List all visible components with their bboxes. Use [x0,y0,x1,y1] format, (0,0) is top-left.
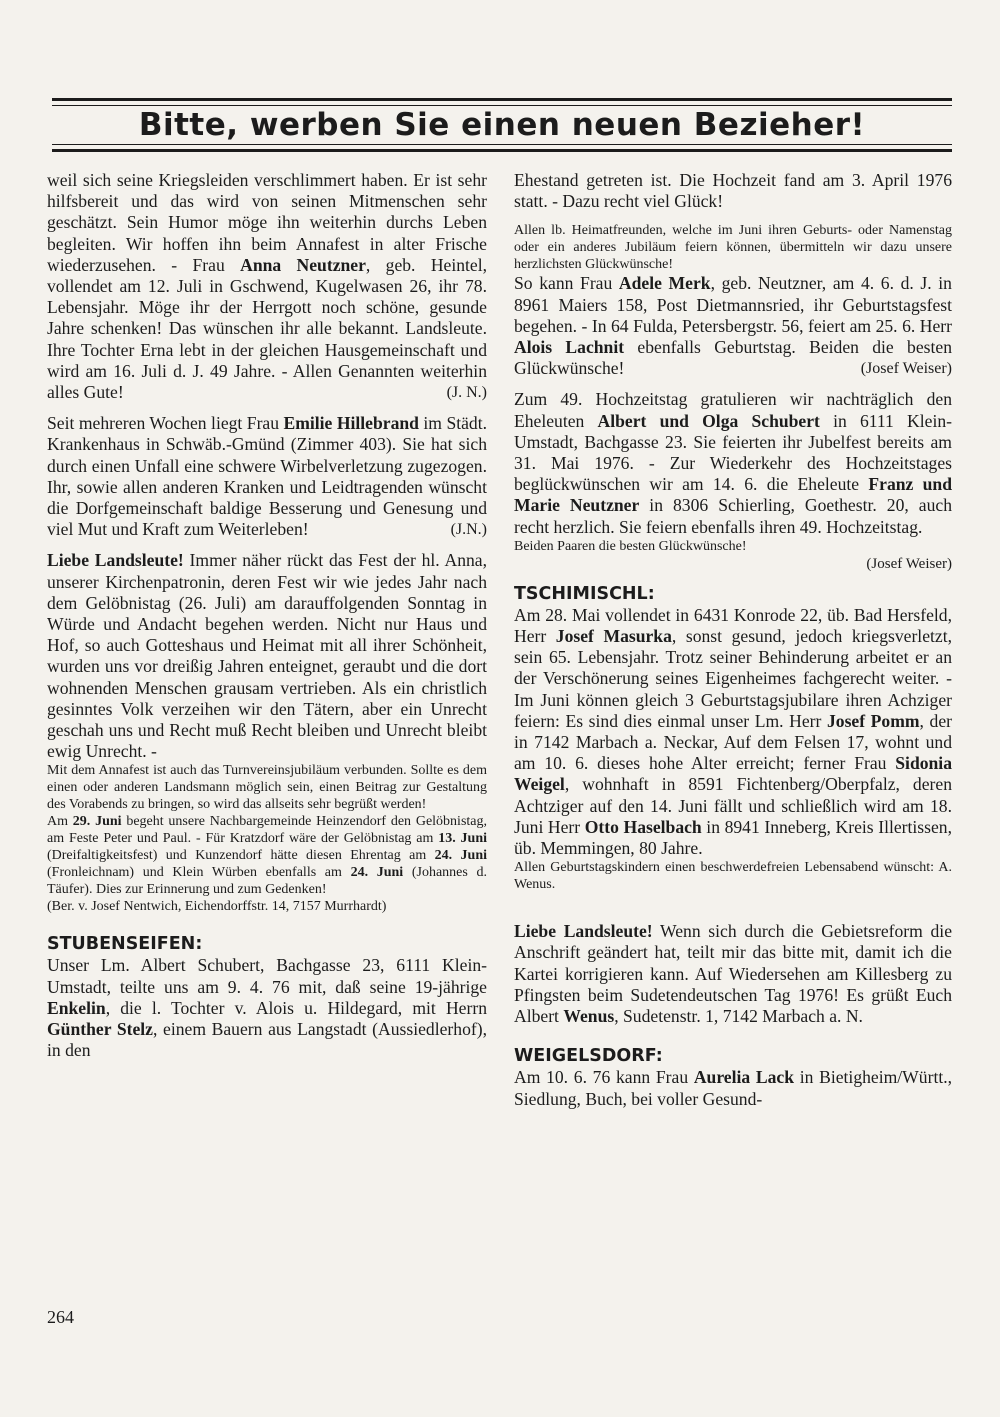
text: ebenfalls Geburtstag. Beiden die besten Glückwünsche! [514,337,952,379]
greeting: Liebe Landsleute! [514,921,653,942]
article-gebietsreform [514,921,952,1027]
article-geloebnistag [47,813,487,898]
text: in 8941 Inneberg, Kreis Illertissen, üb. Memmingen, 80 Jahre. [514,816,952,859]
text: , wohnhaft in 8591 Fichtenberg/Oberpfalz, deren Achtziger auf den 14. Juni fällt und schließlich wird am 18. Juni Herr [514,774,952,837]
text: weil sich seine Kriegsleiden verschlimmert haben. Er ist sehr hilfsbereit und das wird von seinen Mitmenschen sehr geschätzt. Sein Humor möge ihn weiterhin durchs Leben begleiten. Wir hoffen ihn beim Annafest in alter Frische wiederzusehen. - Frau [47,170,487,275]
text: Immer näher rückt das Fest der hl. Anna, unserer Kirchenpatronin, deren Fest wir wie jedes Jahr nach dem Gelöbnistag (26. Juli) am darauffolgenden Sonntag in Würde und Andacht begehen werden. Nicht nur Haus und Hof, so auch Gotteshaus und Heimat mit all ihrer Schönheit, wurden uns vor dreißig Jahren enteignet, geraubt und die dort wohnenden Menschen grausam vertrieben. Als ein christlich gesinntes Volk verzeihen wir den Tätern, aber ein Unrecht geschah uns und Recht muß Recht bleiben und Unrecht bleibt ewig Unrecht. - [47,550,487,762]
person-name: Alois Lachnit [514,337,625,358]
person-name: Josef Masurka [555,626,672,647]
article-lack [514,1067,952,1109]
text: , der in 7142 Marbach a. Neckar, Auf dem Felsen 17, wohnt und am 10. 6. dieses hohe Alter erreicht; ferner Frau [514,710,952,774]
person-name: Otto Haselbach [584,816,702,837]
article-paare: Beiden Paaren die besten Glückwünsche! [514,538,747,554]
signature: (J. N.) [446,384,487,402]
text: , geb. Neutzner, am 4. 6. d. J. in 8961 Maiers 158, Post Dietmannsried, ihr Geburtstagsfest begehen. - In 64 Fulda, Petersbergstr. 56, feiert am 25. 6. Herr [514,273,952,336]
text: (Dreifaltigkeitsfest) und Kunzendorf hätte diesen Ehrentag am [47,848,435,864]
article-source: (Ber. v. Josef Nentwich, Eichendorffstr. 14, 7157 Murrhardt) [47,899,387,915]
date: 29. Juni [72,814,122,830]
article-neutzner [47,170,487,403]
text: (Johannes d. Täufer). Dies zur Erinnerung und zum Gedenken! [47,865,487,898]
person-name: Emilie Hillebrand [283,413,419,434]
date: 24. Juni [350,865,404,881]
article-merk-lachnit [514,273,952,379]
signature: (Josef Weiser) [866,555,952,572]
person-name: Anna Neutzner [240,254,366,275]
text: im Städt. Krankenhaus in Schwäb.-Gmünd (Zimmer 403). Sie hat sich durch einen Unfall eine schwere Wirbelverletzung zugezogen. Ihr, sowie allen anderen Kranken und Leidtragenden wünscht die Dorfgemeinschaft baldige Besserung und Genesung und viel Mut und Kraft zum Weiterleben! [47,413,488,540]
text: Am [47,814,73,830]
heading-weigelsdorf: WEIGELSDORF: [514,1046,663,1067]
article-turnverein: Mit dem Annafest ist auch das Turnvereinsjubiläum verbunden. Sollte es dem einen oder anderen Landsmann möglich sein, einen Beitrag zur Gestaltung des Vorabends zu bringen, so wird das allseits sehr begrüßt werden! [47,763,487,813]
text: , die l. Tochter v. Alois u. Hildegard, mit Herrn [105,997,487,1018]
article-glueckwuensche: Allen lb. Heimatfreunden, welche im Juni ihren Geburts- oder Namenstag oder ein anderes Jubiläum feiern können, übermitteln wir dazu unsere herzlichsten Glückwünsche! [514,223,952,273]
article-wenus-wish: Allen Geburtstagskindern einen beschwerdefreien Lebensabend wünscht: A. Wenus. [514,860,952,893]
article-hochzeit: Ehestand getreten ist. Die Hochzeit fand am 3. April 1976 statt. - Dazu recht viel Glück! [514,170,952,212]
article-masurka [514,605,952,859]
text: in 6111 Klein-Umstadt, Bachgasse 23. Sie feierten ihr Jubelfest bereits am 31. Mai 1976. - Zur Wiederkehr des Hochzeitstages beglückwünschen wir am 14. 6. die Eheleute [514,410,952,495]
text: , sonst gesund, jedoch kriegsverletzt, sein 65. Lebensjahr. Trotz seiner Behinderung arbeitet er an der Verschönerung seines Eigenheimes fachgerecht weiter. - Im Juni können gleich 3 Geburtstagsjubilare ihren Achziger feiern: Es sind dies einmal unser Lm. Herr [514,626,952,731]
text: Am 10. 6. 76 kann Frau [514,1067,694,1088]
article-annafest [47,550,487,762]
person-name: Sidonia Weigel [514,753,952,795]
text: , geb. Heintel, vollendet am 12. Juli in Gschwend, Kugelwasen 26, ihr 78. Lebensjahr. Möge ihr der Herrgott noch schöne, gesunde Jahre schenken! Das wünschen ihr alle bekannt. Landsleute. Ihre Tochter Erna lebt in der gleichen Hausgemeinschaft und wird am 16. Juli d. J. 49 Jahre. - Allen Genannten weiterhin alles Gute! [47,254,487,403]
signature: (Josef Weiser) [860,360,952,378]
date: 13. Juni [438,831,488,847]
text: Am 28. Mai vollendet in 6431 Konrode 22, üb. Bad Hersfeld, Herr [514,604,952,647]
person-name: Aurelia Lack [693,1067,795,1088]
article-hillebrand [47,413,487,540]
text: Zum 49. Hochzeitstag gratulieren wir nachträglich den Eheleuten [514,389,952,431]
person-name: Günther Stelz [47,1019,153,1040]
text: begeht unsere Nachbargemeinde Heinzendorf den Gelöbnistag, am Feste Peter und Paul. - Für Kratzdorf wäre der Gelöbnistag am [47,814,487,847]
text: Wenn sich durch die Gebietsreform die Anschrift geändert hat, teilt mir das bitte mit, damit ich die Kartei korrigieren kann. Auf Wiedersehen am Killesberg zu Pfingsten beim Sudetendeutschen Tag 1976! Es grüßt Euch Albert [514,921,953,1027]
signature: (J.N.) [450,521,487,539]
article-schubert-enkelin [47,955,487,1061]
right-column [514,170,952,1110]
text: Unser Lm. Albert Schubert, Bachgasse 23, 6111 Klein-Umstadt, teilte uns am 9. 4. 76 mit, daß seine 19-jährige [47,955,487,997]
text: in Bietigheim/Württ., Siedlung, Buch, bei voller Gesund- [514,1067,953,1109]
date: 24. Juni [434,848,487,864]
left-column [47,170,487,1062]
page-number: 264 [47,1307,74,1327]
article-hochzeitstag [514,389,952,537]
text: , einem Bauern aus Langstadt (Aussiedlerhof), in den [47,1019,487,1061]
heading-tschimischl: TSCHIMISCHL: [514,583,655,604]
person-name: Albert und Olga Schubert [597,410,820,431]
heading-stubenseifen: STUBENSEIFEN: [47,934,203,955]
text: (Fronleichnam) und Klein Würben ebenfalls am [47,865,351,881]
person-name: Franz und Marie Neutzner [514,474,953,516]
person-name: Wenus [563,1006,615,1027]
text: Seit mehreren Wochen liegt Frau [47,413,284,434]
text: , Sudetenstr. 1, 7142 Marbach a. N. [614,1006,863,1027]
text: So kann Frau [514,273,619,294]
banner-title: Bitte, werben Sie einen neuen Bezieher! [138,107,866,143]
person-name: Adele Merk [618,273,711,294]
text: in 8306 Schierling, Goethestr. 20, auch recht herzlich. Sie feiern ebenfalls ihren 49. Hochzeitstag. [514,495,952,537]
banner [52,98,952,152]
greeting: Liebe Landsleute! [47,550,184,571]
person-name: Enkelin [47,997,106,1018]
person-name: Josef Pomm [826,710,920,731]
